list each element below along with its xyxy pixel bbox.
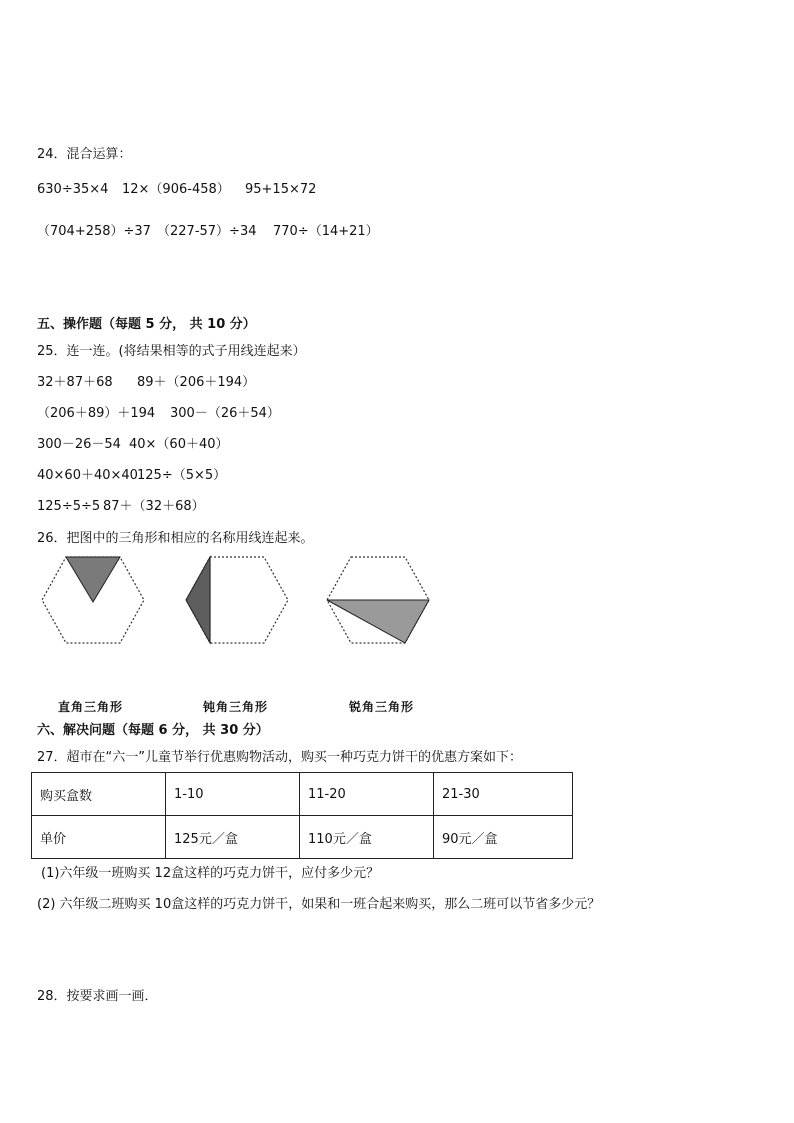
q25-left-3: 300－26－54: [37, 437, 121, 452]
q25-right-5: 87＋（32＋68）: [103, 499, 205, 514]
table-cell: 90元／盒: [434, 816, 573, 859]
q24-expr-2: 12×（906-458）: [122, 182, 230, 197]
q27-title: 27．超市在“六一”儿童节举行优惠购物活动，购买一种巧克力饼干的优惠方案如下：: [37, 750, 523, 765]
q25-right-1: 89＋（206＋194）: [137, 375, 256, 390]
q26-title: 26．把图中的三角形和相应的名称用线连起来。: [37, 531, 314, 546]
label-obtuse-triangle: 钝角三角形: [203, 700, 269, 714]
section6-title: 六、解决问题（每题 6 分， 共 30 分）: [37, 723, 269, 738]
q24-expr-1: 630÷35×4: [37, 182, 109, 197]
table-cell: 21-30: [434, 773, 573, 816]
q27-sub2: (2) 六年级二班购买 10盒这样的巧克力饼干，如果和一班合起来购买，那么二班可以节省多少元？: [37, 897, 601, 912]
q27-sub1: (1)六年级一班购买 12盒这样的巧克力饼干，应付多少元？: [41, 866, 380, 881]
q25-left-1: 32＋87＋68: [37, 375, 113, 390]
q28-title: 28．按要求画一画．: [37, 989, 158, 1004]
q24-expr-5: （227-57）÷34: [157, 224, 257, 239]
table-cell: 1-10: [166, 773, 300, 816]
table-cell: 11-20: [300, 773, 434, 816]
right-triangle-shape: [66, 557, 120, 602]
section5-title: 五、操作题（每题 5 分， 共 10 分）: [37, 317, 256, 332]
table-cell: 购买盒数: [32, 773, 166, 816]
q24-expr-4: （704+258）÷37: [37, 224, 151, 239]
hexagon-figure-3: [323, 552, 433, 648]
q25-left-5: 125÷5÷5: [37, 499, 101, 514]
q25-title: 25．连一连。(将结果相等的式子用线连起来）: [37, 344, 306, 359]
q25-right-2: 300－（26＋54）: [170, 406, 280, 421]
label-right-triangle: 直角三角形: [58, 700, 124, 714]
table-row: [32, 773, 573, 816]
obtuse-triangle-shape: [186, 557, 210, 643]
q25-left-4: 40×60＋40×40: [37, 468, 138, 483]
hexagon-figure-1: [38, 552, 148, 648]
q25-right-3: 40×（60＋40）: [129, 437, 229, 452]
table-cell: 125元／盒: [166, 816, 300, 859]
q24-title: 24．混合运算：: [37, 147, 132, 162]
q24-expr-3: 95+15×72: [245, 182, 317, 197]
hexagon-figure-2: [182, 552, 292, 648]
table-cell: 110元／盒: [300, 816, 434, 859]
table-cell: 单价: [32, 816, 166, 859]
label-acute-triangle: 锐角三角形: [349, 700, 415, 714]
price-table: [31, 772, 573, 859]
q25-right-4: 125÷（5×5）: [137, 468, 227, 483]
table-row: [32, 816, 573, 859]
acute-triangle-shape: [327, 600, 429, 643]
q25-left-2: （206＋89）＋194: [37, 406, 156, 421]
q24-expr-6: 770÷（14+21）: [273, 224, 379, 239]
